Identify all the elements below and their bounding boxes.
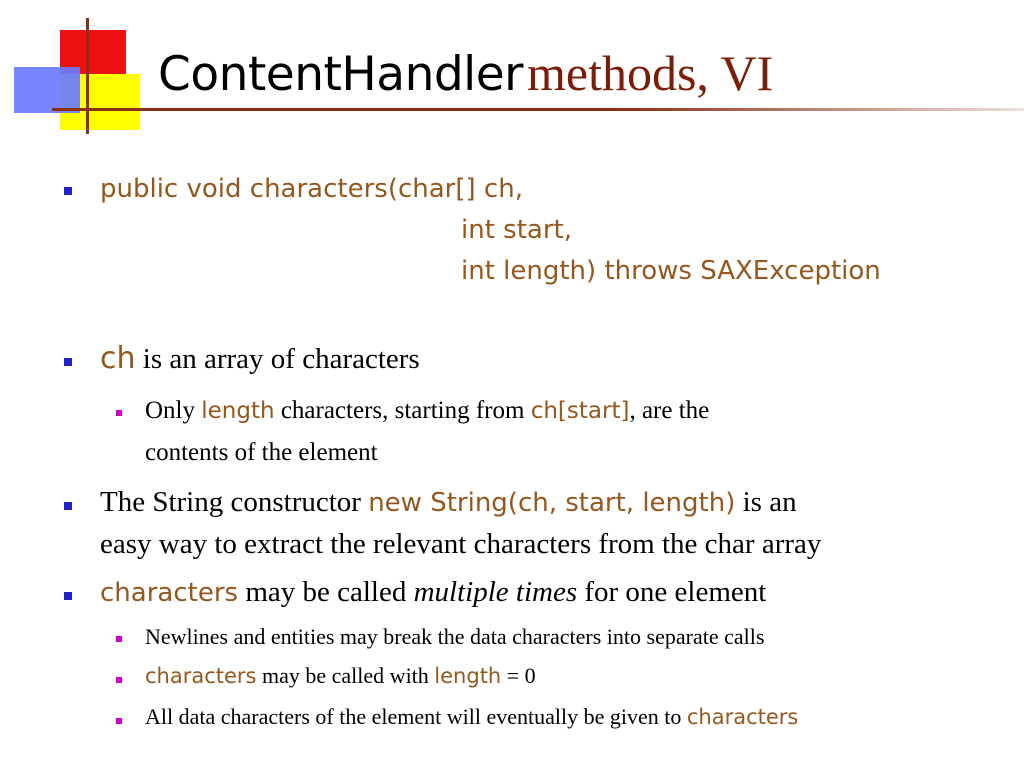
bullet-icon (64, 358, 72, 366)
bullet-string-constructor-line-2: easy way to extract the relevant characters from the char array (100, 528, 822, 560)
bullet-icon (64, 592, 72, 600)
bullet-multiple-times (100, 578, 766, 607)
text-all-data-characters: All data characters of the element will eventually be given to (145, 704, 682, 729)
text-may-be-called-with: may be called with (262, 663, 429, 688)
sub-bullet-icon (116, 718, 122, 724)
sub-bullet-eventually-given (145, 706, 798, 728)
text-characters-starting-from: characters, starting from (280, 397, 525, 424)
sub-bullet-length-zero (145, 665, 536, 687)
text-are-the: , are the (629, 397, 710, 424)
sub-bullet-newlines: Newlines and entities may break the data characters into separate calls (145, 624, 765, 649)
code-characters: characters (686, 705, 799, 729)
code-ch-start: ch[start] (530, 398, 630, 424)
bullet-icon (64, 187, 72, 195)
bullet-icon (64, 502, 72, 510)
text-the-string-constructor: The String constructor (100, 486, 361, 518)
code-length: length (434, 664, 502, 688)
slide-title (158, 45, 774, 102)
logo-blue-square (14, 67, 80, 113)
text-is-an: is an (742, 486, 797, 518)
slide-logo (0, 0, 160, 140)
code-length: length (201, 398, 275, 424)
signature-line-1: public void characters(char[] ch, (100, 174, 523, 204)
title-part-2: methods, VI (526, 45, 774, 101)
sub-bullet-icon (116, 636, 122, 642)
code-characters: characters (145, 664, 257, 688)
bullet-ch-text: is an array of characters (142, 343, 420, 375)
sub-bullet-icon (116, 410, 122, 416)
bullet-ch (100, 341, 420, 376)
signature-line-2: int start, (461, 215, 572, 245)
text-only: Only (145, 397, 195, 424)
title-underline-fade (620, 108, 1024, 111)
code-new-string: new String(ch, start, length) (368, 488, 736, 518)
sub-bullet-only-length-line-2: contents of the element (145, 439, 378, 466)
sub-bullet-only-length (145, 398, 709, 423)
text-for-one-element: for one element (584, 576, 767, 608)
code-ch: ch (100, 341, 136, 376)
text-multiple-times: multiple times (413, 576, 578, 608)
sub-bullet-icon (116, 677, 122, 683)
text-may-be-called: may be called (245, 576, 407, 608)
logo-vertical-line (86, 18, 89, 134)
title-part-1: ContentHandler (158, 47, 523, 102)
code-characters: characters (100, 578, 239, 608)
text-equals-zero: = 0 (506, 663, 536, 688)
bullet-string-constructor (100, 488, 797, 517)
signature-line-3: int length) throws SAXException (461, 256, 881, 286)
